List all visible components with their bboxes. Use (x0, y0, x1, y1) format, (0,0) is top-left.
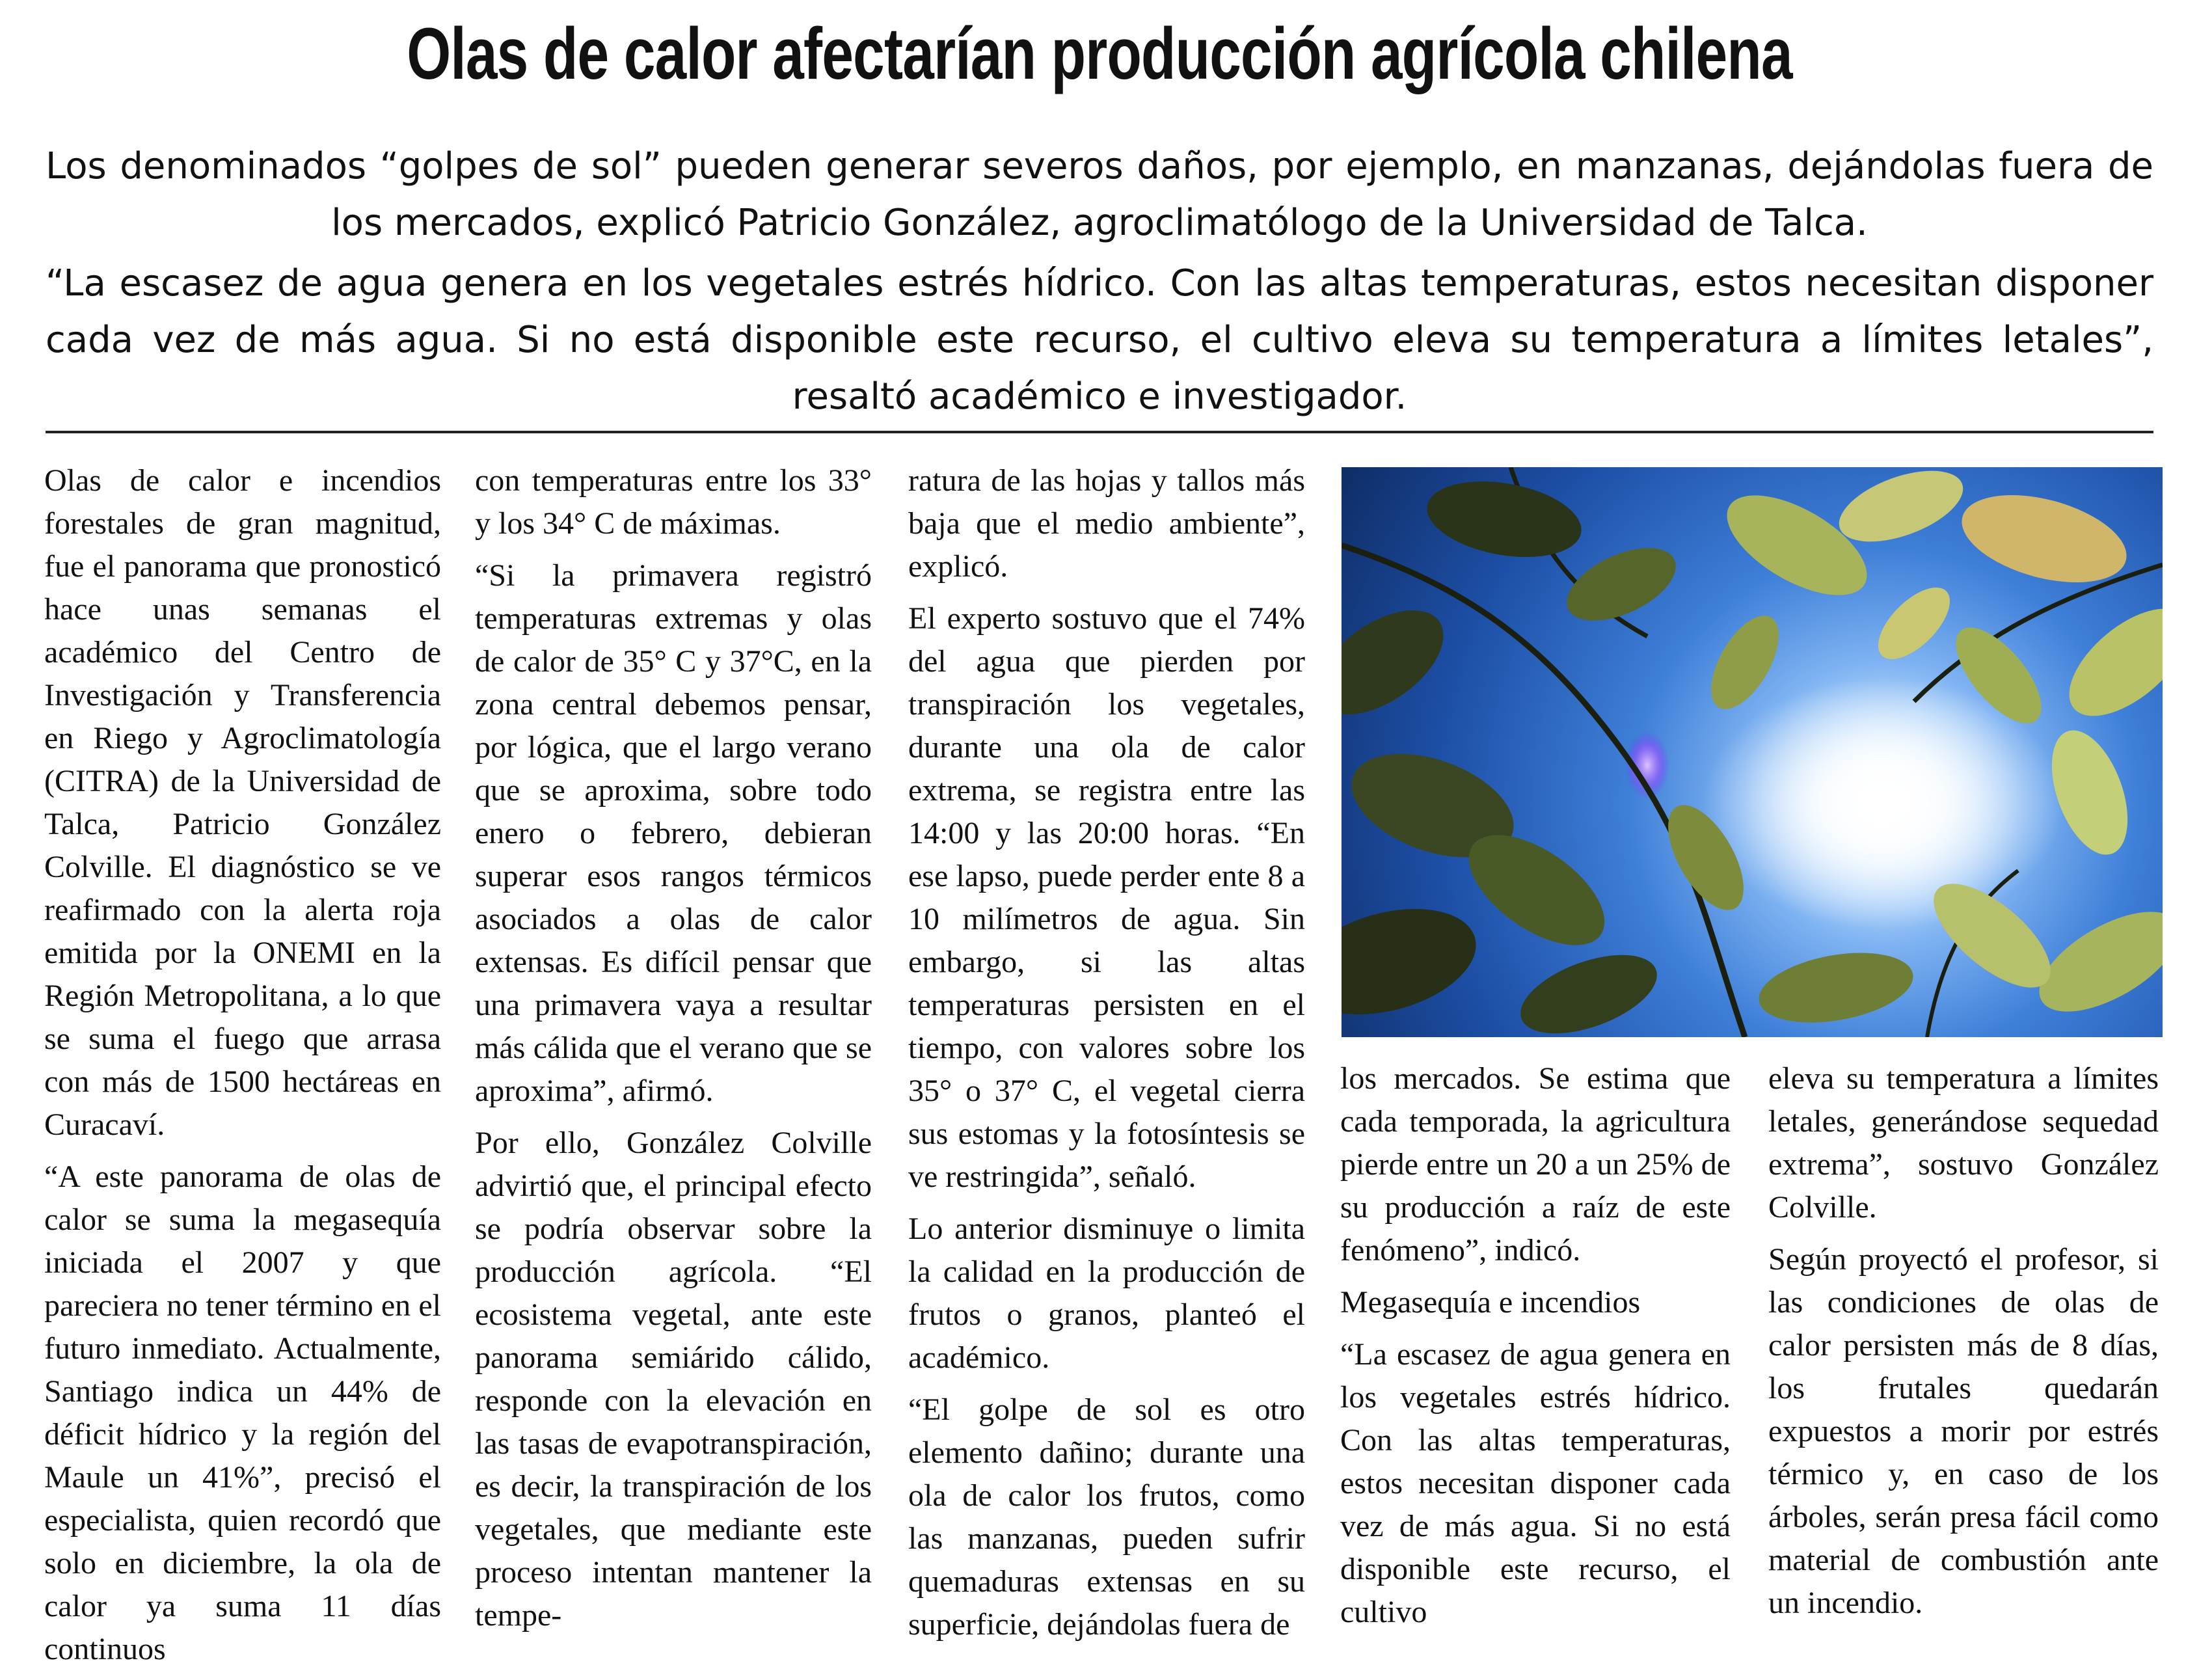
column-3 (908, 459, 1305, 1655)
body-paragraph: Por ello, González Colville advirtió que, el principal efecto se podría observar sobre la producción agrícola. “El ecosistema vegetal, ante este panorama semiárido cálido, responde con la elevación en las tasas de evapotranspiración, es decir, la transpiración de los vegetales, que mediante este proceso intentan mantener la tempe- (475, 1126, 872, 1633)
photo-illustration (1342, 467, 2163, 1037)
lead-paragraph-2: “La escasez de agua genera en los vegetales estrés hídrico. Con las altas temperaturas, estos necesitan disponer cada vez de más agua. Si no está disponible este recurso, el cultivo eleva su temperatura a límites letales”, resaltó académico e investigador. (46, 262, 2153, 418)
body-paragraph: Lo anterior disminuye o limita la calidad en la producción de frutos o granos, planteó el académico. (908, 1212, 1305, 1375)
body-paragraph: “El golpe de sol es otro elemento dañino; durante una ola de calor los frutos, como las manzanas, pueden sufrir quemaduras extensas en su superficie, dejándolas fuera de (908, 1392, 1305, 1642)
body-paragraph: “A este panorama de olas de calor se suma la megasequía iniciada el 2007 y que pareciera no tener término en el futuro inmediato. Actualmente, Santiago indica un 44% de déficit hídrico y la región del Maule un 41%”, precisó el especialista, quien recordó que solo en diciembre, la ola de calor ya suma 11 días continuos (44, 1159, 441, 1666)
body-paragraph: los mercados. Se estima que cada temporada, la agricultura pierde entre un 20 a un 25% de su producción a raíz de este fenómeno”, indicó. (1340, 1061, 1731, 1267)
body-paragraph: Según proyectó el profesor, si las condiciones de olas de calor persisten más de 8 días, los frutales quedarán expuestos a morir por estrés térmico y, en caso de los árboles, serán presa fácil como material de combustión ante un incendio. (1768, 1242, 2159, 1620)
section-subhead: Megasequía e incendios (1340, 1285, 1641, 1320)
body-paragraph: ratura de las hojas y tallos más baja que el medio ambiente”, explicó. (908, 463, 1305, 584)
column-2 (475, 459, 872, 1646)
leaves-against-sun-photo (1342, 467, 2163, 1037)
body-paragraph: “Si la primavera registró temperaturas extremas y olas de calor de 35° C y 37°C, en la zona central debemos pensar, por lógica, que el largo verano que se aproxima, sobre todo enero o febrero, debieran superar esos rangos térmicos asociados a olas de calor extensas. Es difícil pensar que una primavera vaya a resultar más cálida que el verano que se aproxima”, afirmó. (475, 558, 872, 1108)
divider-rule (46, 431, 2153, 433)
lead-paragraph-1: Los denominados “golpes de sol” pueden generar severos daños, por ejemplo, en manzanas, dejándolas fuera de los mercados, explicó Patricio González, agroclimatólogo de la Universidad de Talca. (46, 145, 2153, 244)
column-1 (44, 459, 441, 1680)
body-paragraph: con temperaturas entre los 33° y los 34° C de máximas. (475, 463, 872, 541)
column-4 (1340, 1057, 1731, 1643)
body-paragraph: El experto sostuvo que el 74% del agua que pierden por transpiración los vegetales, durante una ola de calor extrema, se registra entre las 14:00 y las 20:00 horas. “En ese lapso, puede perder ente 8 a 10 milímetros de agua. Sin embargo, si las altas temperaturas persisten en el tiempo, con valores sobre los 35° o 37° C, el vegetal cierra sus estomas y la fotosíntesis se ve restringida”, señaló. (908, 601, 1305, 1194)
body-paragraph: Olas de calor e incendios forestales de gran magnitud, fue el panorama que pronosticó hace unas semanas el académico del Centro de Investigación y Transferencia en Riego y Agroclimatología (CITRA) de la Universidad de Talca, Patricio González Colville. El diagnóstico se ve reafirmado con la alerta roja emitida por la ONEMI en la Región Metropolitana, a lo que se suma el fuego que arrasa con más de 1500 hectáreas en Curacaví. (44, 463, 441, 1142)
column-5 (1768, 1057, 2159, 1634)
body-paragraph: eleva su temperatura a límites letales, generándose sequedad extrema”, sostuvo González Colville. (1768, 1061, 2159, 1225)
headline: Olas de calor afectarían producción agrícola chilena (407, 13, 1792, 94)
body-paragraph: “La escasez de agua genera en los vegetales estrés hídrico. Con las altas temperaturas, estos necesitan disponer cada vez de más agua. Si no está disponible este recurso, el cultivo (1340, 1337, 1731, 1629)
